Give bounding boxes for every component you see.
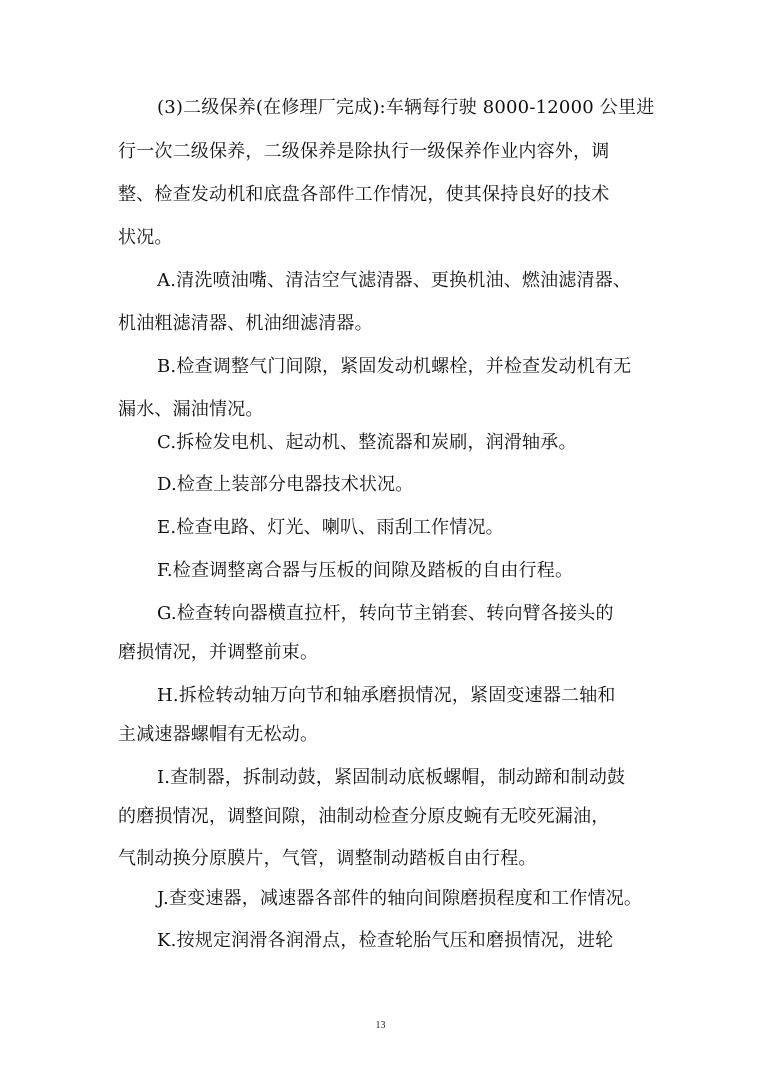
item-h-line-2: 主减速器螺帽有无松动。: [118, 724, 319, 745]
item-b-line-1: B.检查调整气门间隙，紧固发动机螺栓，并检查发动机有无: [157, 356, 632, 377]
item-d: D.检查上装部分电器技术状况。: [157, 474, 414, 495]
item-i-line-3: 气制动换分原膜片，气管，调整制动踏板自由行程。: [118, 848, 537, 869]
item-c: C.拆检发电机、起动机、整流器和炭刷，润滑轴承。: [157, 432, 577, 453]
item-a-line-2: 机油粗滤清器、机油细滤清器。: [118, 313, 373, 334]
item-g-line-1: G.检查转向器横直拉杆，转向节主销套、转向臂各接头的: [157, 603, 614, 624]
item-a-line-1: A.清洗喷油嘴、清洁空气滤清器、更换机油、燃油滤清器、: [157, 270, 632, 291]
paragraph-3-line-2: 行一次二级保养，二级保养是除执行一级保养作业内容外，调: [118, 141, 610, 162]
item-f: F.检查调整离合器与压板的间隙及踏板的自由行程。: [157, 560, 574, 581]
page-number: 13: [375, 1020, 386, 1031]
item-h-line-1: H.拆检转动轴万向节和轴承磨损情况，紧固变速器二轴和: [157, 685, 616, 706]
item-e: E.检查电路、灯光、喇叭、雨刮工作情况。: [157, 517, 504, 538]
item-i-line-2: 的磨损情况，调整间隙，油制动检查分原皮蜿有无咬死漏油，: [118, 806, 610, 827]
paragraph-3-line-4: 状况。: [118, 227, 173, 248]
item-b-line-2: 漏水、漏油情况。: [118, 399, 264, 420]
item-j: J.查变速器，减速器各部件的轴向间隙磨损程度和工作情况。: [157, 888, 643, 909]
paragraph-3-line-1: (3)二级保养(在修理厂完成):车辆每行驶 8000-12000 公里进: [157, 97, 655, 118]
item-k-line-1: K.按规定润滑各润滑点，检查轮胎气压和磨损情况，进轮: [157, 930, 614, 951]
item-g-line-2: 磨损情况，并调整前束。: [118, 642, 319, 663]
item-i-line-1: I.查制器，拆制动鼓，紧固制动底板螺帽，制动蹄和制动鼓: [157, 767, 626, 788]
paragraph-3-line-3: 整、检查发动机和底盘各部件工作情况，使其保持良好的技术: [118, 184, 610, 205]
